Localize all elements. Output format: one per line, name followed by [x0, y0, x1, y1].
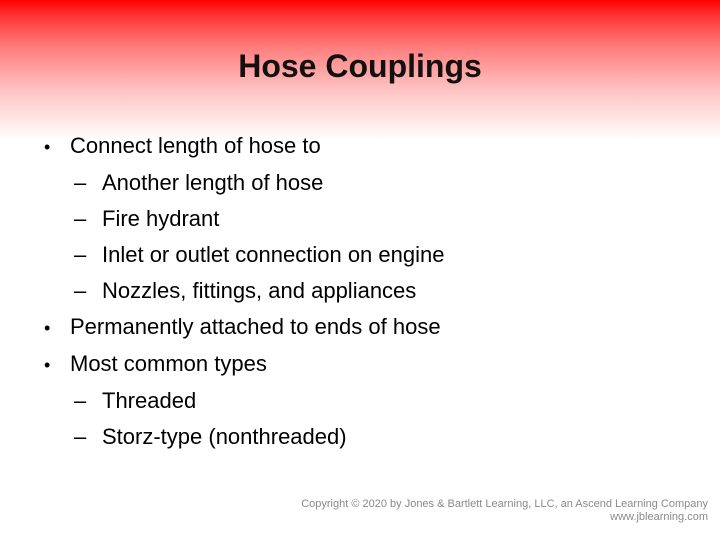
sub-bullet-marker: – [74, 170, 87, 195]
sub-bullet-marker: – [74, 278, 87, 303]
sub-bullet-item [44, 383, 684, 419]
sub-bullet-marker: – [74, 424, 87, 449]
bullet-item [44, 346, 684, 383]
sub-bullet-text: Storz-type (nonthreaded) [102, 424, 347, 449]
bullet-item [44, 309, 684, 346]
bullet-marker: • [44, 318, 51, 338]
sub-bullet-text: Nozzles, fittings, and appliances [102, 278, 417, 303]
sub-bullet-text: Another length of hose [102, 170, 324, 195]
bullet-text: Permanently attached to ends of hose [70, 314, 441, 339]
sub-bullet-item [44, 273, 684, 309]
sub-bullet-item [44, 165, 684, 201]
sub-bullet-marker: – [74, 206, 87, 231]
publisher-url: www.jblearning.com [610, 511, 708, 523]
bullet-item [44, 128, 684, 165]
sub-bullet-text: Threaded [102, 388, 197, 413]
copyright-footer [301, 498, 708, 524]
sub-bullet-item [44, 237, 684, 273]
slide-title: Hose Couplings [238, 48, 482, 84]
sub-bullet-text: Fire hydrant [102, 206, 220, 231]
copyright-text: Copyright © 2020 by Jones & Bartlett Learning, LLC, an Ascend Learning Company [301, 498, 708, 510]
bullet-text: Most common types [70, 351, 267, 376]
sub-bullet-item [44, 201, 684, 237]
bullet-marker: • [44, 137, 51, 157]
sub-bullet-item [44, 419, 684, 455]
bullet-marker: • [44, 355, 51, 375]
sub-bullet-text: Inlet or outlet connection on engine [102, 242, 445, 267]
sub-bullet-marker: – [74, 242, 87, 267]
sub-bullet-marker: – [74, 388, 87, 413]
bullet-text: Connect length of hose to [70, 133, 321, 158]
bullet-list [44, 128, 684, 455]
